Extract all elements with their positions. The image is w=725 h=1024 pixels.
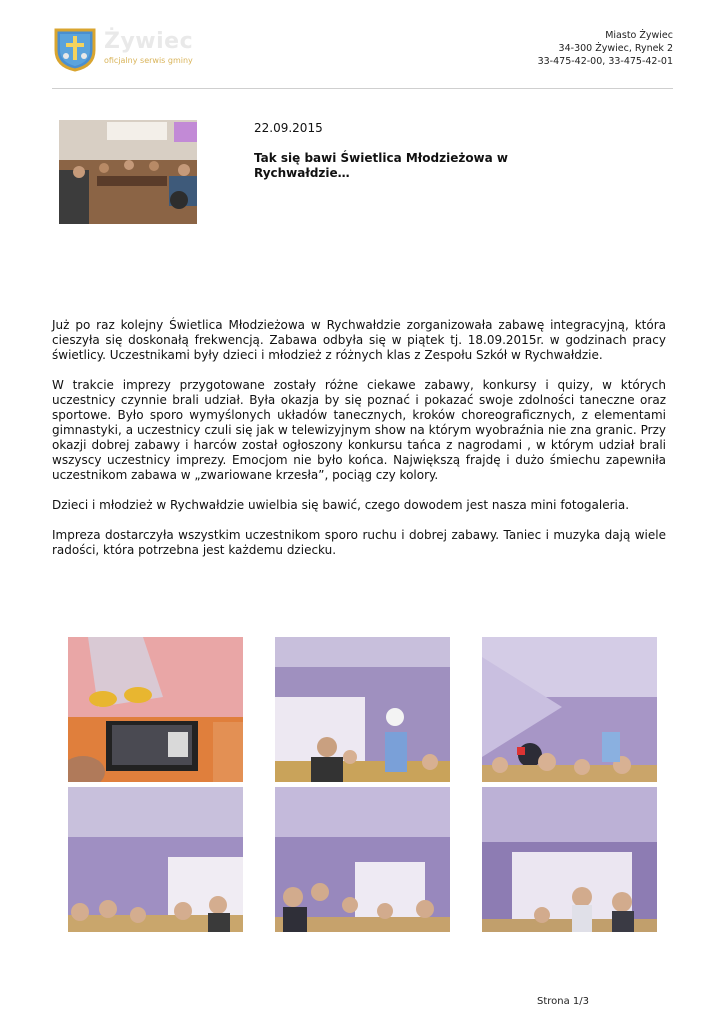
article-title: Tak się bawi Świetlica Młodzieżowa w Rychwałdzie…: [254, 151, 509, 180]
paragraph-4: Impreza dostarczyła wszystkim uczestnikom sporo ruchu i dobrej zabawy. Taniec i muzyka dają wiele radości, która potrzebna jest każdemu dziecku.: [52, 528, 666, 557]
gallery-photo-2[interactable]: [275, 637, 450, 782]
coat-of-arms-icon: [52, 26, 98, 72]
paragraph-1: Już po raz kolejny Świetlica Młodzieżowa w Rychwałdzie zorganizowała zabawę integracyjną, która cieszyła się doskonałą frekwencją. Zabawa odbyła się w piątek tj. 18.09.2015r. w godzinach pracy świetlicy. Uczestnikami były dzieci i młodzież z różnych klas z Zespołu Szkół w Rychwałdzie.: [52, 318, 666, 362]
contact-city: Miasto Żywiec: [605, 30, 673, 41]
paragraph-3: Dzieci i młodzież w Rychwałdzie uwielbia się bawić, czego dowodem jest nasza mini fotogaleria.: [52, 498, 630, 512]
gallery-photo-3[interactable]: [482, 637, 657, 782]
article-body: [52, 318, 666, 573]
contact-phone: 33-475-42-00, 33-475-42-01: [537, 56, 673, 67]
article-thumbnail[interactable]: [59, 120, 197, 224]
gallery-photo-1[interactable]: [68, 637, 243, 782]
contact-address: 34-300 Żywiec, Rynek 2: [558, 43, 673, 54]
contact-block: [538, 29, 673, 68]
site-logo[interactable]: [52, 26, 202, 76]
gallery-photo-4[interactable]: [68, 787, 243, 932]
logo-text: Żywiec: [104, 29, 194, 54]
header-divider: [52, 88, 673, 89]
paragraph-2: W trakcie imprezy przygotowane zostały różne ciekawe zabawy, konkursy i quizy, w których uczestnicy czynnie brali udział. Była okazja by się poznać i pokazać swoje zdolności taneczne oraz sportowe. Było sporo wymyślonych układów tanecznych, kroków choreograficznych, z elementami gimnastyki, a uczestnicy czuli się jak w telewizyjnym show na którym wyobraźnia nie zna granic. Przy okazji dobrej zabawy i harców został ogłoszony konkursu tańca z nagrodami , w którym udział brali wszyscy uczestnicy imprezy. Emocjom nie było końca. Największą frajdę i dużo śmiechu zapewniła uczestnikom zabawa w „zwariowane krzesła”, pociąg czy kolory.: [52, 378, 666, 482]
page-number: Strona 1/3: [537, 996, 590, 1007]
article-date: 22.09.2015: [254, 121, 323, 135]
gallery-photo-6[interactable]: [482, 787, 657, 932]
logo-subtitle: oficjalny serwis gminy: [104, 56, 193, 65]
gallery-photo-5[interactable]: [275, 787, 450, 932]
